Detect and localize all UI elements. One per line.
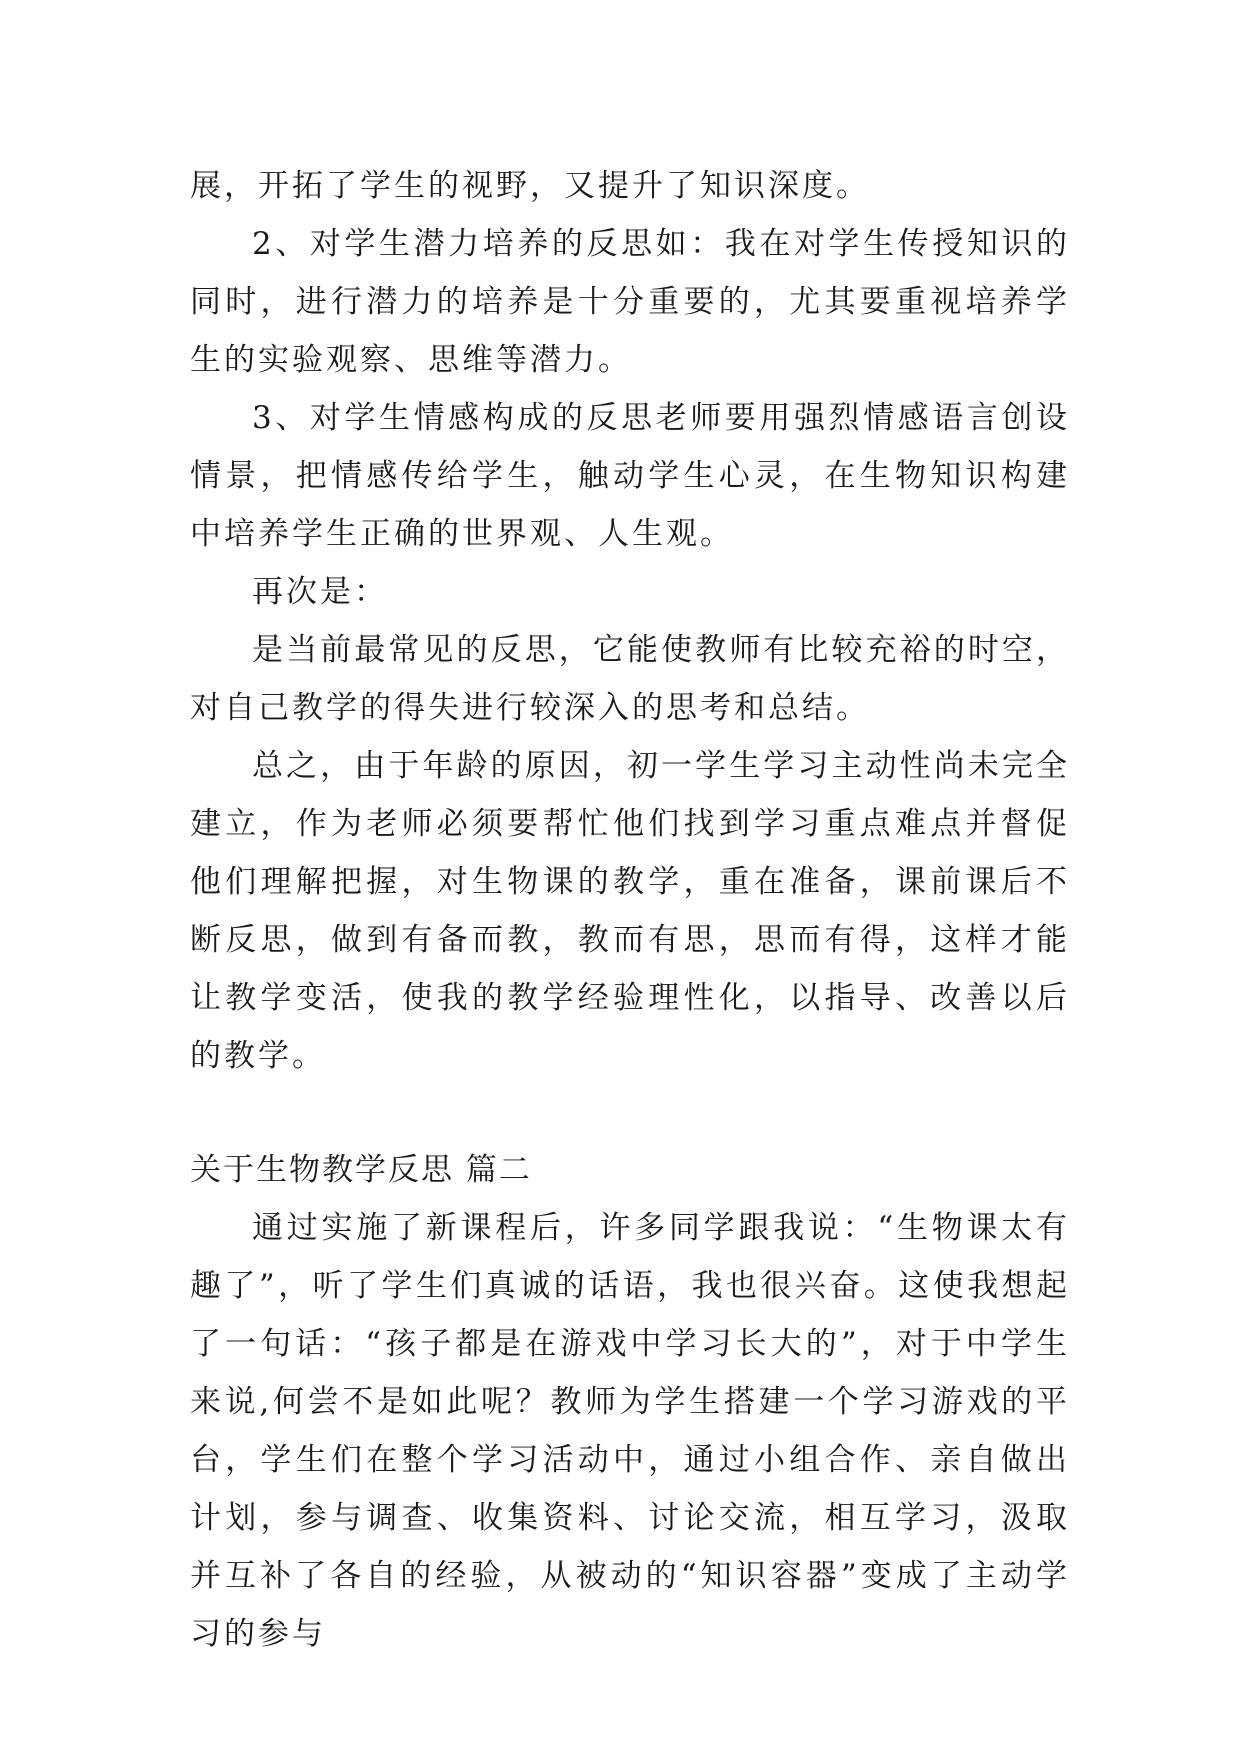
paragraph-common-reflection: 是当前最常见的反思，它能使教师有比较充裕的时空，对自己教学的得失进行较深入的思考和总结。 [190, 632, 1070, 726]
paragraph-continuation: 展，开拓了学生的视野，又提升了知识深度。 [190, 168, 870, 204]
document-body [190, 157, 1070, 1663]
paragraph-ability-reflection: 2、对学生潜力培养的反思如：我在对学生传授知识的同时，进行潜力的培养是十分重要的，尤其要重视培养学生的实验观察、思维等潜力。 [190, 226, 1070, 378]
paragraph-new-curriculum: 通过实施了新课程后，许多同学跟我说：“生物课太有趣了”，听了学生们真诚的话语，我也很兴奋。这使我想起了一句话：“孩子都是在游戏中学习长大的”，对于中学生来说,何尝不是如此呢？教师为学生搭建一个学习游戏的平台，学生们在整个学习活动中，通过小组合作、亲自做出计划，参与调查、收集资料、讨论交流，相互学习，汲取并互补了各自的经验，从被动的“知识容器”变成了主动学习的参与 [190, 1210, 1070, 1652]
paragraph-summary: 总之，由于年龄的原因，初一学生学习主动性尚未完全建立，作为老师必须要帮忙他们找到学习重点难点并督促他们理解把握，对生物课的教学，重在准备，课前课后不断反思，做到有备而教，教而有思，思而有得，这样才能让教学变活，使我的教学经验理性化，以指导、改善以后的教学。 [190, 748, 1070, 1074]
paragraph-again: 再次是： [252, 574, 388, 610]
section-heading: 关于生物教学反思 篇二 [190, 1152, 532, 1188]
paragraph-emotion-reflection: 3、对学生情感构成的反思老师要用强烈情感语言创设情景，把情感传给学生，触动学生心灵，在生物知识构建中培养学生正确的世界观、人生观。 [190, 400, 1070, 552]
